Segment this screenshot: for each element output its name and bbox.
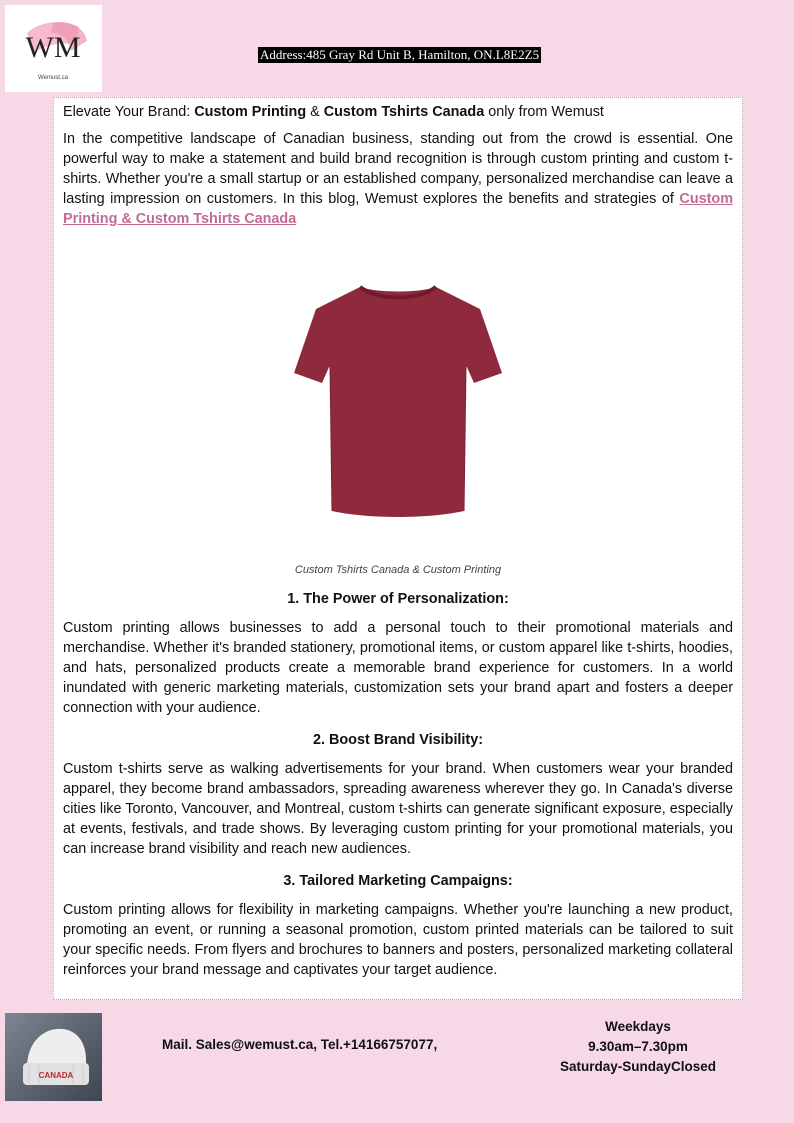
section-heading: 3. Tailored Marketing Campaigns: — [283, 873, 513, 889]
image-caption: Custom Tshirts Canada & Custom Printing — [294, 564, 502, 576]
hours-weekend: Saturday-SundayClosed — [559, 1059, 717, 1074]
hours-time: 9.30am–7.30pm — [588, 1039, 688, 1054]
section-body: Custom t-shirts serve as walking advertisements for your brand. When customers wear your branded apparel, they become brand ambassadors, spreading awareness wherever they go. In Canada's diverse cities like Toronto, Vancouver, and Montreal, custom t-shirts can generate significant exposure, especially at events, festivals, and trade shows. By leveraging custom printing for your promotional materials, you can increase brand visibility and reach new audiences. — [63, 761, 733, 857]
section-heading: 2. Boost Brand Visibility: — [312, 732, 484, 748]
section-body: Custom printing allows for flexibility in marketing campaigns. Whether you're launching a new product, promoting an event, or running a seasonal promotion, custom printed materials can be tailored to suit your specific needs. From flyers and brochures to banners and posters, personalized marketing collateral reinforces your brand message and captivates your target audience. — [63, 902, 733, 978]
beanie-text: CANADA — [38, 1071, 74, 1080]
beanie-image — [5, 1013, 102, 1101]
section-body: Custom printing allows businesses to add a personal touch to their promotional materials and merchandise. Whether it's branded stationery, promotional items, or custom apparel like t-shirts, hoodies, and hats, personalized products create a memorable brand experience for customers. In a world inundated with generic marketing materials, customization sets your brand apart and fosters a deeper connection with your audience. — [63, 620, 733, 716]
article-title: Elevate Your Brand: Custom Printing & Custom Tshirts Canada only from Wemust — [63, 104, 604, 120]
tshirt-body — [294, 287, 502, 517]
logo-subtext: Wemust.ca — [38, 75, 68, 81]
custom-printing-link[interactable]: Custom Printing & Custom Tshirts Canada — [63, 191, 733, 227]
contact-info: Mail. Sales@wemust.ca, Tel.+14166757077, — [162, 1037, 438, 1052]
tshirt-image — [63, 229, 733, 559]
section-heading: 1. The Power of Personalization: — [287, 591, 509, 607]
address-banner: Address:485 Gray Rd Unit B, Hamilton, ON.L8E2Z5 — [260, 47, 540, 62]
hours-title: Weekdays — [605, 1019, 671, 1034]
logo-text: WM — [25, 31, 81, 64]
intro-paragraph: In the competitive landscape of Canadian business, standing out from the crowd is essential. One powerful way to make a statement and build brand recognition is through custom printing and custom t-shirts. Whether you're a small startup or an established company, personalized merchandise can leave a lasting impression on customers. In this blog, Wemust explores the benefits and strategies of Custom Printing & Custom Tshirts Canada — [63, 131, 733, 227]
business-hours — [548, 1017, 728, 1077]
article-panel — [53, 97, 743, 1000]
company-logo — [5, 5, 102, 92]
